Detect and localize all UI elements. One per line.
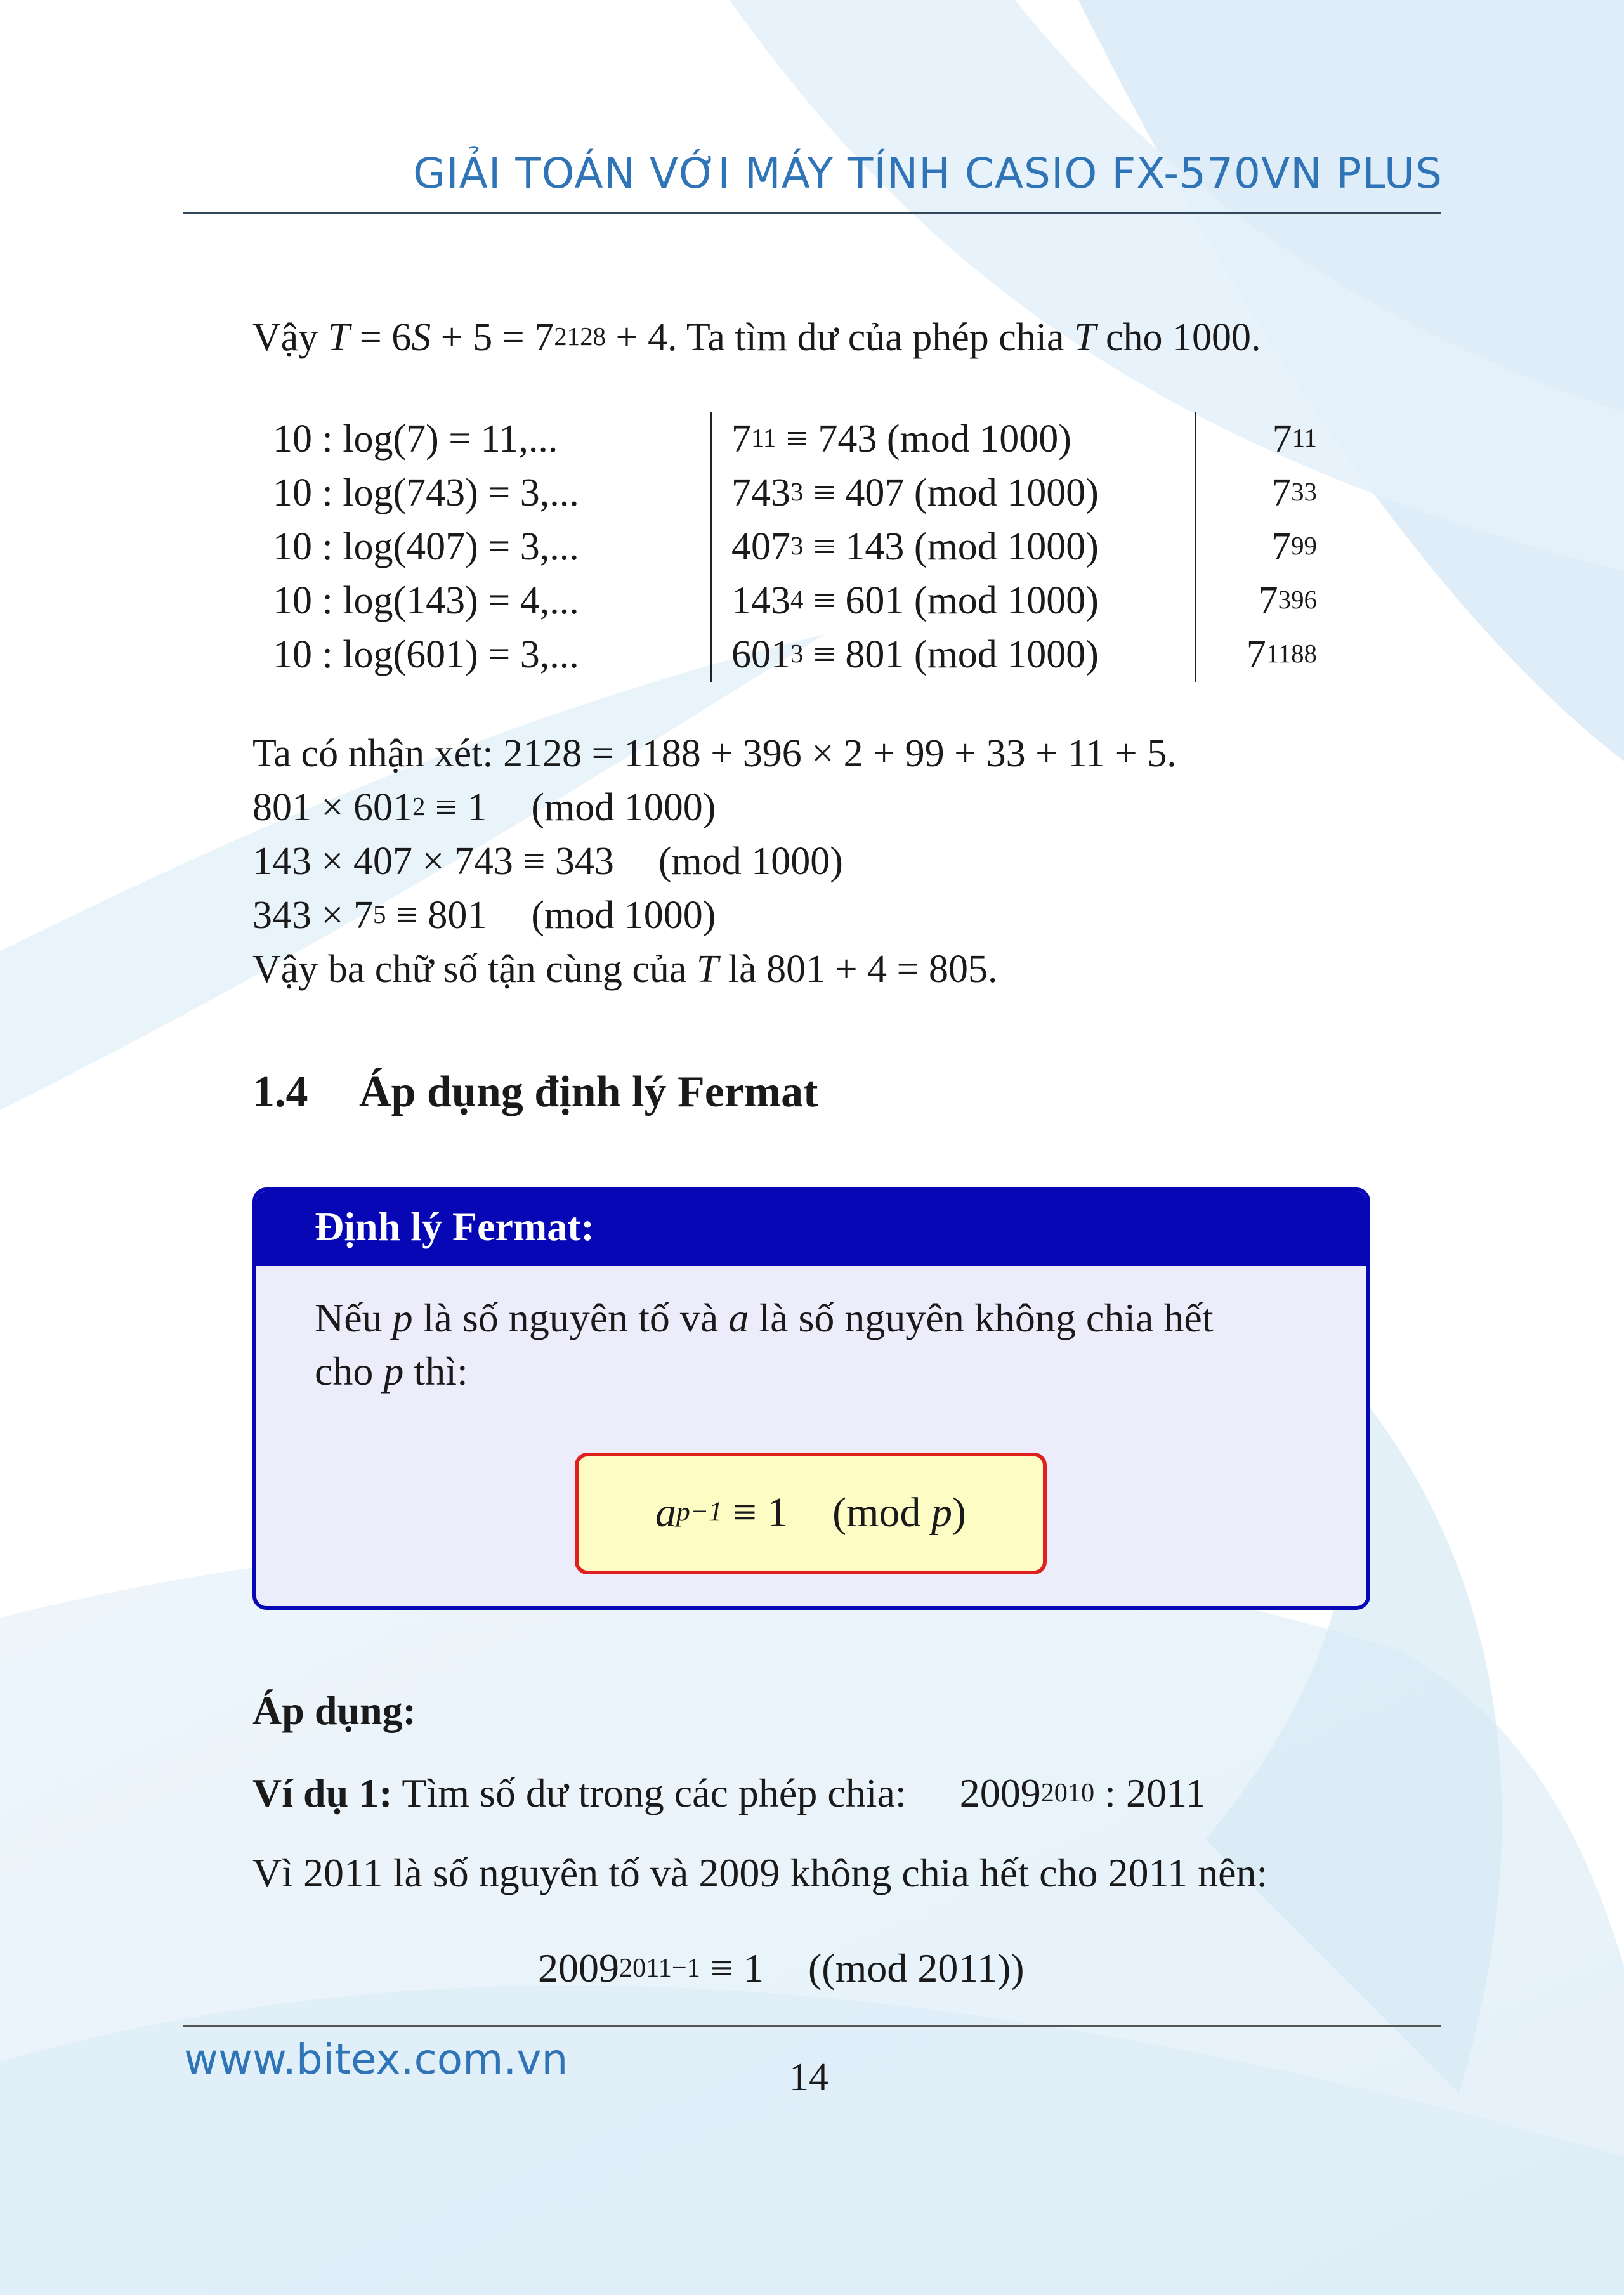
power-cell [1196,628,1318,682]
base: 601 [731,633,790,676]
section-title: Áp dụng định lý Fermat [359,1068,818,1116]
table-row [260,628,1317,682]
power-base: 7 [1246,633,1266,676]
var-a: a [655,1489,676,1536]
log-cell: 10 : log(7) = 11,... [273,417,558,461]
var-p: p [931,1489,952,1536]
power-cell [1196,520,1318,574]
var-T: T [1074,316,1096,359]
var-p: p [392,1295,413,1340]
remark-line [252,889,1177,943]
table-row [260,574,1317,628]
remark-exponent: 2 [412,792,426,821]
var-S: S [411,316,431,359]
power-exponent: 1188 [1266,639,1317,668]
example-line [252,1770,1206,1817]
log-cell: 10 : log(601) = 3,... [273,633,579,676]
base: 143 [731,579,790,622]
intro-rest: + 5 = 7 [431,316,554,359]
intro-line [252,313,1261,363]
footer-url[interactable]: www.bitex.com.vn [184,2035,568,2084]
example-exponent: 2010 [1040,1777,1095,1808]
remark-expr: 143 × 407 × 743 ≡ 343 [252,840,614,883]
remark-line [252,781,1177,835]
section-number: 1.4 [252,1068,308,1116]
power-base: 7 [1258,579,1278,622]
intro-exponent: 2128 [554,322,606,351]
congruence-expr: ≡ 1 [700,1945,764,1991]
congruence-mod: ((mod 2011)) [808,1945,1025,1991]
congruence-rest: ≡ 407 (mod 1000) [803,471,1099,514]
power-cell [1196,412,1318,466]
intro-eq: = 6 [350,316,412,359]
remark-mod: (mod 1000) [531,894,716,937]
formula-exponent: p−1 [676,1496,723,1527]
formula-mod: (mod [832,1489,931,1536]
fermat-formula-box [575,1453,1047,1574]
remark-line: Ta có nhận xét: 2128 = 1188 + 396 × 2 + 99 + 33 + 11 + 5. [252,732,1177,775]
base: 743 [731,471,790,514]
table-row [260,466,1317,520]
var-T: T [327,316,350,359]
congruence-expr: 2009 [538,1945,619,1991]
theorem-text: thì: [403,1349,468,1394]
congruence-rest: ≡ 601 (mod 1000) [803,579,1099,622]
example-expr: : 2011 [1094,1770,1206,1815]
power-exponent: 99 [1291,531,1317,560]
section-heading [252,1067,818,1118]
header-rule [183,212,1441,214]
power-exponent: 11 [1292,423,1317,452]
example-expr: 2009 [959,1770,1041,1815]
log-table [260,412,1317,682]
base: 407 [731,525,790,568]
congruence-rest: ≡ 743 (mod 1000) [776,417,1071,461]
power-exponent: 396 [1278,585,1317,614]
example-label: Ví dụ 1: [252,1770,393,1815]
table-row [260,412,1317,466]
log-cell: 10 : log(143) = 4,... [273,579,579,622]
var-T: T [696,948,719,991]
base-exponent: 3 [790,477,804,506]
theorem-text: là số nguyên tố và [412,1295,729,1340]
remark-exponent: 5 [372,899,386,929]
congruence-cell [712,628,1196,682]
remark-text: Vậy ba chữ số tận cùng của [252,948,697,991]
base-exponent: 11 [751,423,776,452]
congruence-exponent: 2011−1 [619,1952,700,1983]
remark-expr: 801 × 601 [252,786,412,829]
theorem-text: cho [315,1349,384,1394]
theorem-statement [315,1291,1317,1398]
base-exponent: 3 [790,531,804,560]
power-cell [1196,466,1318,520]
log-cell: 10 : log(743) = 3,... [273,471,579,514]
apply-heading: Áp dụng: [252,1688,416,1733]
remark-mod: (mod 1000) [658,840,843,883]
table-row [260,520,1317,574]
congruence-cell [712,412,1196,466]
formula-expr: ≡ 1 [722,1489,789,1536]
page-number: 14 [789,2056,828,2099]
intro-prefix: Vậy [252,316,328,359]
reason-line: Vì 2011 là số nguyên tố và 2009 không chia hết cho 2011 nên: [252,1850,1268,1895]
congruence-line [538,1945,1025,1992]
remark-expr: ≡ 801 [386,894,487,937]
theorem-text: là số nguyên không chia hết [749,1295,1214,1340]
congruence-rest: ≡ 143 (mod 1000) [803,525,1099,568]
intro-end: cho 1000. [1096,316,1261,359]
congruence-cell [712,574,1196,628]
header-title: GIẢI TOÁN VỚI MÁY TÍNH CASIO FX-570VN PLUS [413,149,1443,198]
remark-line [252,943,1177,997]
base-exponent: 4 [790,585,804,614]
power-exponent: 33 [1291,477,1317,506]
intro-tail: + 4. Ta tìm dư của phép chia [606,316,1075,359]
theorem-box [252,1187,1370,1610]
remark-line [252,835,1177,889]
remark-expr: ≡ 1 [425,786,487,829]
power-base: 7 [1271,525,1292,568]
var-a: a [728,1295,749,1340]
var-p: p [383,1349,404,1394]
remark-expr: 343 × 7 [252,894,373,937]
theorem-title: Định lý Fermat: [256,1191,1366,1266]
base: 7 [731,417,751,461]
remark-mod: (mod 1000) [531,786,716,829]
log-cell: 10 : log(407) = 3,... [273,525,579,568]
example-text: Tìm số dư trong các phép chia: [392,1770,907,1815]
footer-rule [183,2025,1441,2027]
power-base: 7 [1272,417,1292,461]
power-base: 7 [1271,471,1292,514]
congruence-cell [712,466,1196,520]
congruence-rest: ≡ 801 (mod 1000) [803,633,1099,676]
theorem-text: Nếu [315,1295,393,1340]
power-cell [1196,574,1318,628]
congruence-cell [712,520,1196,574]
remark-text: là 801 + 4 = 805. [718,948,998,991]
remarks [252,727,1177,997]
base-exponent: 3 [790,639,804,668]
formula-mod: ) [952,1489,966,1536]
